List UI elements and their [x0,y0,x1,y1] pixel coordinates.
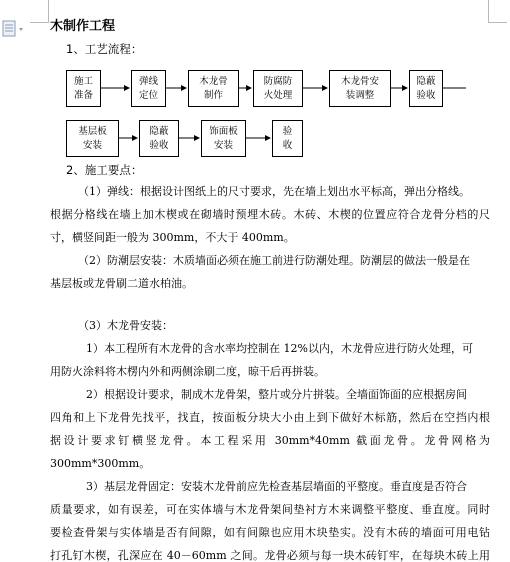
section-heading-process: 1、工艺流程： [66,42,143,56]
text-line: （2）防潮层安装：木质墙面必须在施工前进行防潮处理。防潮层的做法一般是在 [78,254,470,267]
flow-step-concealed-inspection-2: 隐蔽 验收 [139,120,179,157]
flow-step-concealed-inspection: 隐蔽 验收 [409,70,443,107]
flow-step-veneer-install: 饰面板 安装 [201,120,246,157]
flow-step-prepare: 施工 准备 [66,70,101,107]
flow-step-keel-fabrication: 木龙骨 制作 [188,70,239,107]
text-line: （3）木龙骨安装： [78,319,173,332]
text-line: 3）基层龙骨固定：安装木龙骨前应先检查基层墙面的平整度。垂直度是否符合 [86,480,467,493]
text-line: 300mm*300mm。 [50,457,151,470]
text-line: （1）弹线：根据设计图纸上的尺寸要求，先在墙上划出水平标高，弹出分格线。 [78,185,470,198]
flow-step-fireproof-treatment: 防腐防 火处理 [253,70,303,107]
text-line: 寸，横竖间距一般为 300mm，不大于 400mm。 [50,231,295,244]
text-line: 2）根据设计要求，制成木龙骨架，整片或分片拼装。全墙面饰面的应根据房间 [86,388,467,401]
text-line: 用防火涂料将木楞内外和两侧涂刷二度，晾干后再拼装。 [50,365,325,378]
flow-step-final-acceptance: 验 收 [272,120,303,157]
text-line: 基层板或龙骨刷二道水柏油。 [50,277,193,290]
text-line: 据设计要求钉横竖龙骨。本工程采用 30mm*40mm 截面龙骨。龙骨网格为 [50,434,490,447]
text-line: 四角和上下龙骨先找平，找直，按面板分块大小由上到下做好木标筋，然后在空挡内根 [50,411,490,424]
text-line: 根据分格线在墙上加木楔或在砌墙时预埋木砖。木砖、木楔的位置应符合龙骨分档的尺 [50,208,490,221]
flow-step-line-positioning: 弹线 定位 [131,70,166,107]
flow-step-base-board-install: 基层板 安装 [66,120,119,157]
page-title: 木制作工程 [50,19,116,34]
text-line: 要检查骨架与实体墙是否有间隙，如有间隙也应用木块垫实。没有木砖的墙面可用电钻 [50,526,490,539]
text-line: 打孔钉木楔，孔深应在 40－60mm 之间。龙骨必须与每一块木砖钉牢，在每块木砖上用 [50,549,490,562]
text-line: 1）本工程所有木龙骨的含水率均控制在 12%以内，木龙骨应进行防火处理，可 [86,342,473,355]
flow-step-keel-install: 木龙骨安 装调整 [329,70,391,107]
text-line: 质量要求，如有误差，可在实体墙与木龙骨架间垫衬方木来调整平整度、垂直度。同时 [50,503,490,516]
section-heading-key-points: 2、施工要点： [66,163,143,177]
